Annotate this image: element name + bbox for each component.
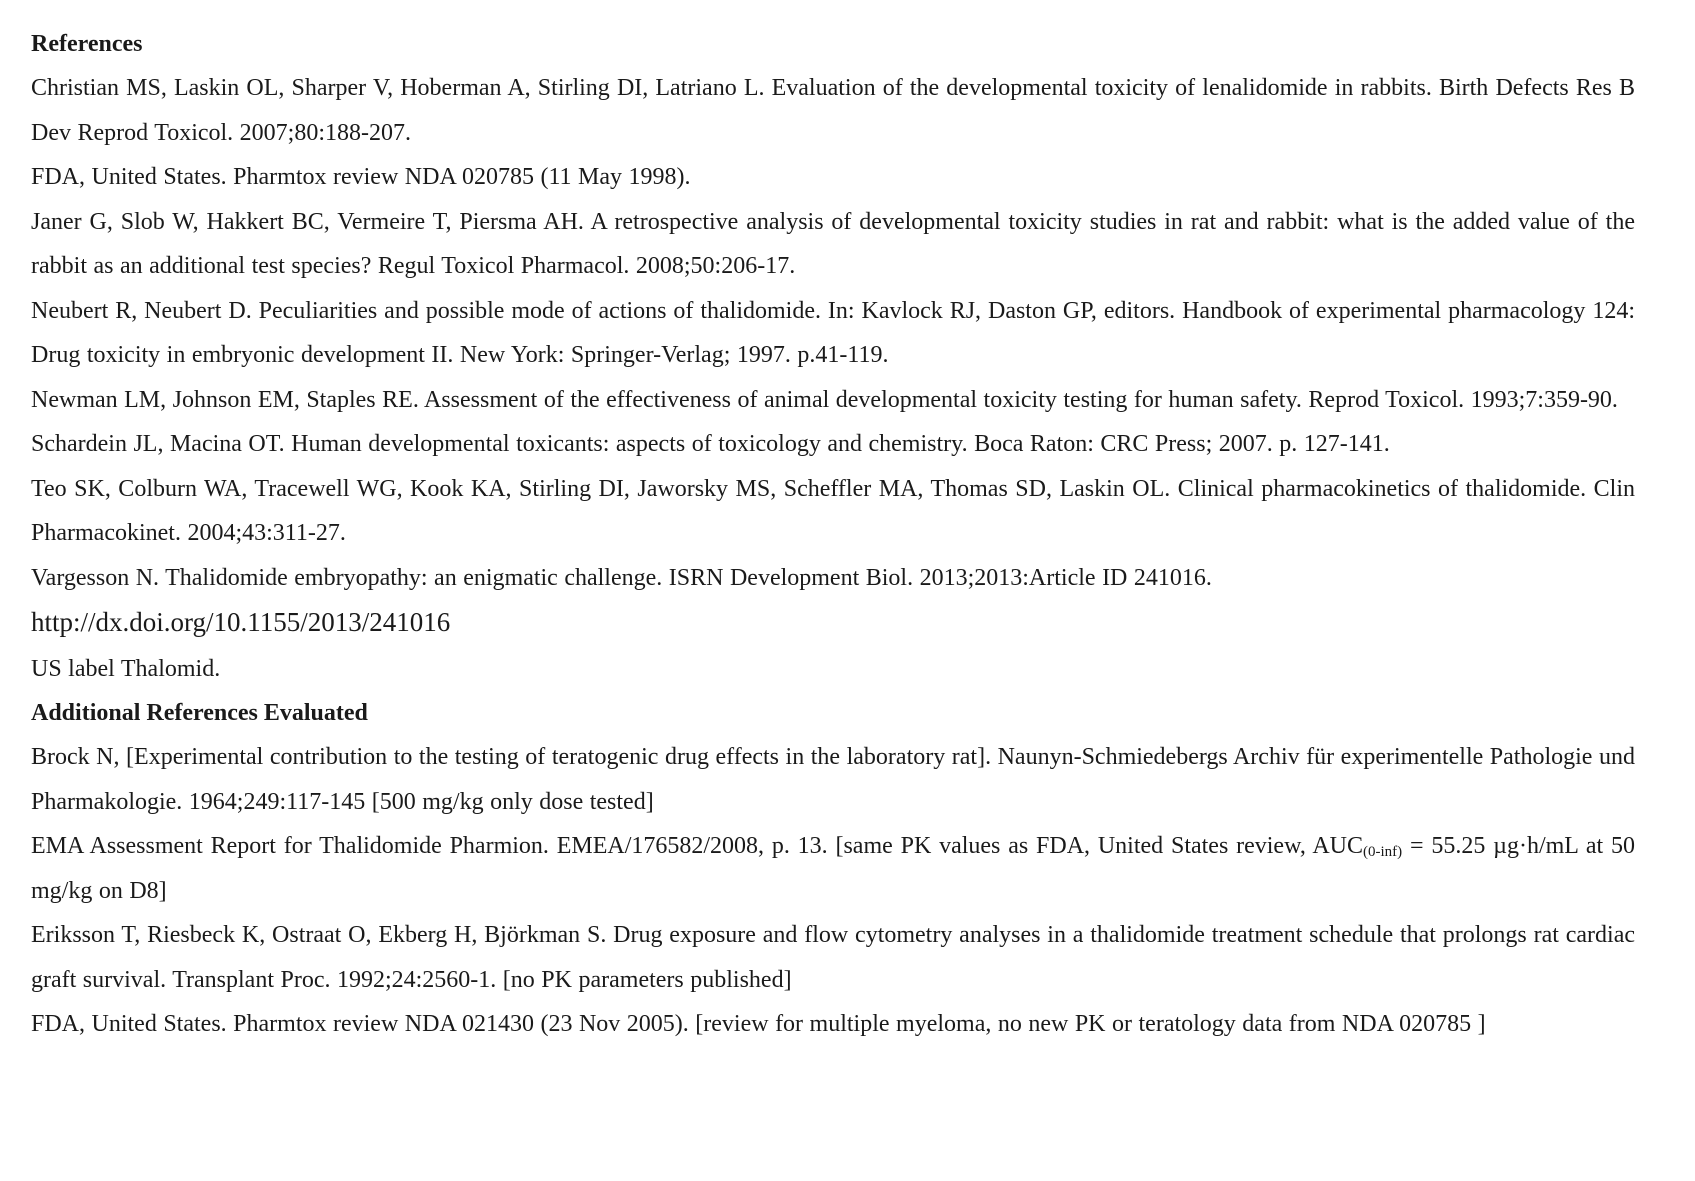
reference-eriksson: Eriksson T, Riesbeck K, Ostraat O, Ekberg H, Björkman S. Drug exposure and flow cytometry analyses in a thalidomide treatment schedule that prolongs rat cardiac graft survival. Transplant Proc. 1992;24:2560-1. [no PK parameters published] [31,922,1635,993]
reference-vargesson-doi-link[interactable]: http://dx.doi.org/10.1155/2013/241016 [31,607,451,637]
reference-us-label: US label Thalomid. [31,655,221,682]
references-document [31,22,1635,1047]
reference-neubert: Neubert R, Neubert D. Peculiarities and possible mode of actions of thalidomide. In: Kavlock RJ, Daston GP, editors. Handbook of experimental pharmacology 124: Drug toxicity in embryonic development II. New York: Springer-Verlag; 1997. p.41-119. [31,297,1635,368]
reference-ema-text: EMA Assessment Report for Thalidomide Pharmion. EMEA/176582/2008, p. 13. [same PK values as FDA, United States review, AUC [31,833,1364,859]
reference-fda-2005: FDA, United States. Pharmtox review NDA 021430 (23 Nov 2005). [review for multiple myeloma, no new PK or teratology data from NDA 020785 ] [31,1011,1486,1037]
reference-vargesson [31,556,1635,647]
reference-christian: Christian MS, Laskin OL, Sharper V, Hoberman A, Stirling DI, Latriano L. Evaluation of the developmental toxicity of lenalidomide in rabbits. Birth Defects Res B Dev Reprod Toxicol. 2007;80:188-207. [31,75,1635,146]
reference-teo: Teo SK, Colburn WA, Tracewell WG, Kook KA, Stirling DI, Jaworsky MS, Scheffler MA, Thomas SD, Laskin OL. Clinical pharmacokinetics of thalidomide. Clin Pharmacokinet. 2004;43:311-27. [31,475,1635,546]
reference-ema-value: = 55.25 µg·h/mL at 50 mg/kg on D8] [31,833,1636,904]
reference-fda-1998: FDA, United States. Pharmtox review NDA 020785 (11 May 1998). [31,164,691,190]
reference-janer: Janer G, Slob W, Hakkert BC, Vermeire T, Piersma AH. A retrospective analysis of developmental toxicity studies in rat and rabbit: what is the added value of the rabbit as an additional test species? Regul Toxicol Pharmacol. 2008;50:206-17. [31,208,1635,279]
auc-subscript: (0-inf) [1363,844,1403,860]
reference-schardein: Schardein JL, Macina OT. Human developmental toxicants: aspects of toxicology and chemistry. Boca Raton: CRC Press; 2007. p. 127-141. [31,431,1390,457]
reference-newman: Newman LM, Johnson EM, Staples RE. Assessment of the effectiveness of animal developmental toxicity testing for human safety. Reprod Toxicol. 1993;7:359-90. [31,386,1618,413]
reference-vargesson-text: Vargesson N. Thalidomide embryopathy: an enigmatic challenge. ISRN Development Biol. 2013;2013:Article ID 241016. [31,564,1212,591]
additional-references-heading: Additional References Evaluated [31,700,368,726]
references-heading: References [31,31,143,57]
reference-brock: Brock N, [Experimental contribution to the testing of teratogenic drug effects in the laboratory rat]. Naunyn-Schmiedebergs Archiv für experimentelle Pathologie und Pharmakologie. 1964;249:117-145 [500 mg/kg only dose tested] [31,744,1635,815]
reference-ema [31,824,1635,913]
